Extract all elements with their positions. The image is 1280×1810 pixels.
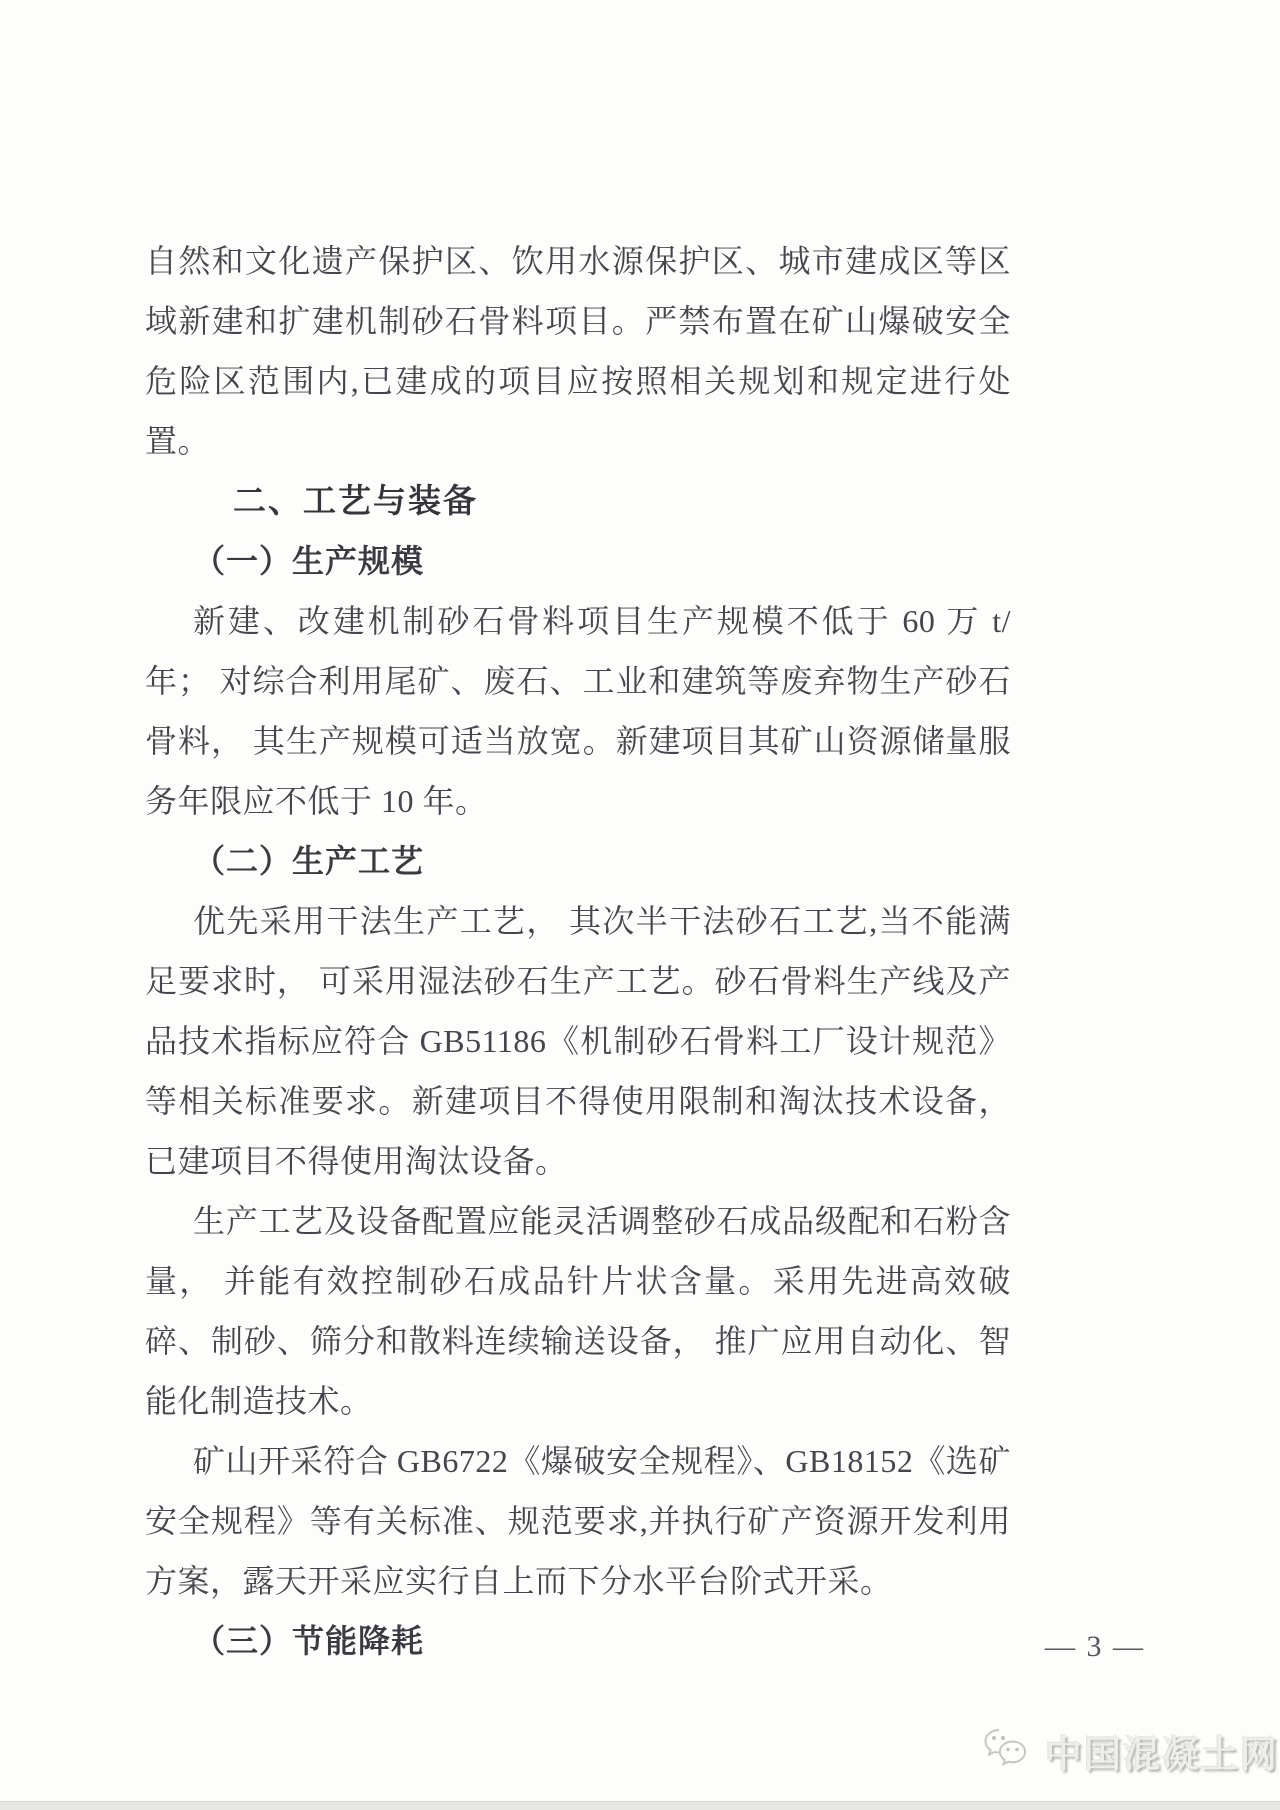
scan-bottom-edge: [0, 1801, 1280, 1810]
paragraph-production-scale: 新建、改建机制砂石骨料项目生产规模不低于 60 万 t/年； 对综合利用尾矿、废石、工业和建筑等废弃物生产砂石骨料， 其生产规模可适当放宽。新建项目其矿山资源储量服务年限应不低于 10 年。: [145, 603, 1011, 819]
subsection-heading-production-scale: （一）生产规模: [193, 543, 425, 579]
paragraph-mining-standards: 矿山开采符合 GB6722《爆破安全规程》、GB18152《选矿安全规程》等有关标准、规范要求,并执行矿产资源开发利用方案，露天开采应实行自上而下分水平台阶式开采。: [145, 1443, 1011, 1599]
page-number: — 3 —: [1045, 1630, 1145, 1663]
subsection-heading-production-process: （二）生产工艺: [193, 843, 425, 879]
paragraph-continued: 自然和文化遗产保护区、饮用水源保护区、城市建成区等区域新建和扩建机制砂石骨料项目。严禁布置在矿山爆破安全危险区范围内,已建成的项目应按照相关规划和规定进行处置。: [145, 243, 1011, 459]
section-heading-craft-and-equipment: 二、工艺与装备: [233, 482, 478, 519]
wechat-bubbles-icon: [983, 1727, 1037, 1775]
watermark: [983, 1724, 1279, 1778]
paragraph-production-process: 优先采用干法生产工艺， 其次半干法砂石工艺,当不能满足要求时， 可采用湿法砂石生产工艺。砂石骨料生产线及产品技术指标应符合 GB51186《机制砂石骨料工厂设计规范》等相关标准要求。新建项目不得使用限制和淘汰技术设备， 已建项目不得使用淘汰设备。: [145, 903, 1011, 1179]
document-content: [145, 231, 1011, 1671]
watermark-label: 中国混凝土网: [1045, 1734, 1279, 1775]
paragraph-equipment-config: 生产工艺及设备配置应能灵活调整砂石成品级配和石粉含量， 并能有效控制砂石成品针片状含量。采用先进高效破碎、制砂、筛分和散料连续输送设备， 推广应用自动化、智能化制造技术。: [145, 1203, 1011, 1419]
subsection-heading-energy-saving: （三）节能降耗: [193, 1623, 425, 1659]
